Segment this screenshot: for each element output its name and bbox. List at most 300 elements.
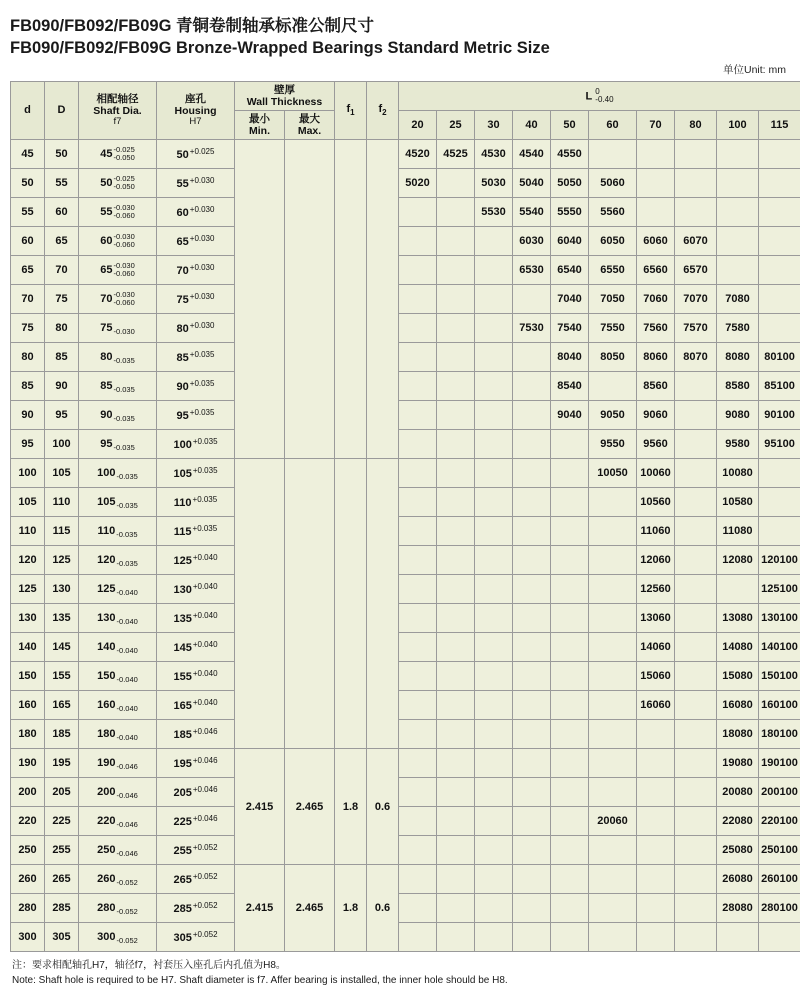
cell-d: 120 [11,546,45,575]
cell-L-80 [675,401,717,430]
cell-housing: 55+0.030 [157,169,235,198]
cell-D: 80 [45,314,79,343]
cell-L-40 [513,865,551,894]
cell-D: 90 [45,372,79,401]
cell-d: 80 [11,343,45,372]
cell-L-60 [589,633,637,662]
cell-L-25 [437,401,475,430]
cell-wall-min: 2.415 [235,865,285,952]
col-housing-en: Housing [174,105,217,118]
cell-L-80: 8070 [675,343,717,372]
cell-L-115 [759,517,800,546]
table-row [11,314,800,343]
cell-L-30 [475,604,513,633]
cell-L-40: 6030 [513,227,551,256]
col-L-50: 50 [551,111,589,140]
cell-L-30 [475,778,513,807]
cell-shaft-dia: 180 -0.040 [79,720,157,749]
cell-f1 [335,140,367,459]
cell-L-30 [475,836,513,865]
cell-L-50 [551,894,589,923]
cell-L-70 [637,894,675,923]
cell-L-20 [399,778,437,807]
cell-L-80 [675,459,717,488]
cell-L-70: 8060 [637,343,675,372]
cell-L-80: 6570 [675,256,717,285]
table-row [11,836,800,865]
cell-L-25 [437,720,475,749]
table-row [11,691,800,720]
cell-housing: 145+0.040 [157,633,235,662]
cell-D: 55 [45,169,79,198]
table-row [11,923,800,952]
cell-L-80 [675,894,717,923]
cell-d: 150 [11,662,45,691]
cell-L-115: 85100 [759,372,800,401]
cell-L-40: 6530 [513,256,551,285]
cell-L-60 [589,575,637,604]
cell-L-70: 11060 [637,517,675,546]
cell-shaft-dia: 60 -0.030 -0.060 [79,227,157,256]
cell-wall-max [285,459,335,749]
cell-housing: 115+0.035 [157,517,235,546]
cell-housing: 75+0.030 [157,285,235,314]
cell-L-100: 14080 [717,633,759,662]
cell-L-115 [759,314,800,343]
cell-L-50: 5550 [551,198,589,227]
cell-housing: 100+0.035 [157,430,235,459]
cell-L-60 [589,749,637,778]
cell-L-70 [637,198,675,227]
cell-L-70 [637,778,675,807]
col-shaft-dia-cn: 相配轴径 [96,92,139,105]
cell-L-100: 8080 [717,343,759,372]
cell-L-70: 7560 [637,314,675,343]
cell-L-40 [513,894,551,923]
cell-L-80 [675,430,717,459]
cell-f2 [367,459,399,749]
cell-L-25 [437,633,475,662]
cell-d: 50 [11,169,45,198]
cell-d: 260 [11,865,45,894]
cell-d: 60 [11,227,45,256]
cell-L-25 [437,662,475,691]
table-row [11,430,800,459]
col-L [399,82,800,111]
cell-housing: 225+0.046 [157,807,235,836]
cell-L-70: 9060 [637,401,675,430]
cell-L-30 [475,227,513,256]
col-housing [157,82,235,140]
cell-shaft-dia: 85 -0.035 [79,372,157,401]
cell-L-100 [717,169,759,198]
cell-shaft-dia: 130 -0.040 [79,604,157,633]
col-L-20: 20 [399,111,437,140]
cell-wall-max: 2.465 [285,749,335,865]
cell-L-30 [475,807,513,836]
cell-wall-max: 2.465 [285,865,335,952]
cell-d: 90 [11,401,45,430]
cell-L-60: 20060 [589,807,637,836]
cell-L-100 [717,140,759,169]
cell-d: 125 [11,575,45,604]
table-header [11,82,800,140]
notes-block [10,958,790,988]
cell-D: 195 [45,749,79,778]
cell-L-30 [475,430,513,459]
cell-wall-min: 2.415 [235,749,285,865]
cell-D: 125 [45,546,79,575]
cell-housing: 255+0.052 [157,836,235,865]
cell-L-20 [399,546,437,575]
cell-L-50 [551,430,589,459]
cell-L-25 [437,778,475,807]
table-row [11,604,800,633]
cell-L-100: 18080 [717,720,759,749]
note-cn: 注：要求相配轴孔H7，轴径f7，衬套压入座孔后内孔值为H8。 [12,960,286,971]
cell-L-80 [675,575,717,604]
table-row [11,488,800,517]
cell-L-70: 12060 [637,546,675,575]
cell-D: 60 [45,198,79,227]
cell-L-70: 16060 [637,691,675,720]
cell-L-100: 22080 [717,807,759,836]
cell-housing: 85+0.035 [157,343,235,372]
cell-L-25 [437,169,475,198]
cell-L-115 [759,227,800,256]
cell-L-20 [399,865,437,894]
cell-D: 105 [45,459,79,488]
cell-housing: 285+0.052 [157,894,235,923]
cell-d: 190 [11,749,45,778]
cell-L-60: 6050 [589,227,637,256]
cell-L-60: 7050 [589,285,637,314]
cell-D: 135 [45,604,79,633]
cell-d: 300 [11,923,45,952]
cell-L-25 [437,923,475,952]
cell-L-50 [551,633,589,662]
cell-L-40 [513,923,551,952]
cell-wall-min [235,459,285,749]
cell-L-30 [475,865,513,894]
cell-L-25 [437,546,475,575]
cell-housing: 155+0.040 [157,662,235,691]
cell-shaft-dia: 105 -0.035 [79,488,157,517]
col-wall-max-en: Max. [297,125,322,137]
cell-L-30 [475,923,513,952]
table-row [11,169,800,198]
col-housing-fit: H7 [189,116,202,128]
cell-L-40 [513,517,551,546]
cell-L-50 [551,604,589,633]
cell-L-80 [675,691,717,720]
cell-L-40 [513,401,551,430]
cell-L-50 [551,517,589,546]
cell-D: 110 [45,488,79,517]
cell-L-20 [399,923,437,952]
cell-L-60: 5560 [589,198,637,227]
cell-shaft-dia: 110 -0.035 [79,517,157,546]
cell-L-100: 10580 [717,488,759,517]
cell-L-60: 7550 [589,314,637,343]
cell-L-70 [637,720,675,749]
cell-L-60 [589,517,637,546]
cell-L-115 [759,169,800,198]
cell-housing: 305+0.052 [157,923,235,952]
page-title-cn: FB090/FB092/FB09G 青铜卷制轴承标准公制尺寸 [10,17,374,35]
cell-L-115 [759,459,800,488]
cell-L-100 [717,923,759,952]
cell-L-50 [551,662,589,691]
cell-L-100: 13080 [717,604,759,633]
cell-L-80 [675,720,717,749]
cell-L-80 [675,604,717,633]
cell-housing: 95+0.035 [157,401,235,430]
cell-L-50 [551,546,589,575]
cell-L-60: 5060 [589,169,637,198]
table-row [11,546,800,575]
col-wall-thickness [235,82,335,111]
cell-L-50: 6040 [551,227,589,256]
cell-f1: 1.8 [335,865,367,952]
cell-L-60: 9550 [589,430,637,459]
cell-L-20 [399,691,437,720]
note-en: Note: Shaft hole is required to be H7. Shaft diameter is f7. Affer bearing is installed, the inner hole should be H8. [12,975,508,986]
cell-L-100: 7080 [717,285,759,314]
cell-shaft-dia: 200 -0.046 [79,778,157,807]
cell-L-30 [475,517,513,546]
table-row [11,459,800,488]
table-row [11,575,800,604]
cell-L-40 [513,778,551,807]
col-L-80: 80 [675,111,717,140]
cell-L-115: 130100 [759,604,800,633]
cell-L-100: 8580 [717,372,759,401]
cell-L-30 [475,314,513,343]
cell-shaft-dia: 55 -0.030 -0.060 [79,198,157,227]
cell-L-70: 8560 [637,372,675,401]
cell-L-115 [759,256,800,285]
cell-L-70: 6060 [637,227,675,256]
cell-D: 85 [45,343,79,372]
cell-L-40 [513,459,551,488]
cell-L-115: 140100 [759,633,800,662]
cell-L-80: 7570 [675,314,717,343]
cell-f2: 0.6 [367,749,399,865]
cell-L-80 [675,169,717,198]
cell-L-40 [513,546,551,575]
table-row [11,894,800,923]
cell-d: 55 [11,198,45,227]
cell-D: 115 [45,517,79,546]
table-row [11,140,800,169]
cell-shaft-dia: 80 -0.035 [79,343,157,372]
cell-L-30: 5030 [475,169,513,198]
cell-housing: 60+0.030 [157,198,235,227]
cell-L-70: 12560 [637,575,675,604]
cell-L-50 [551,836,589,865]
cell-L-40 [513,575,551,604]
cell-shaft-dia: 300 -0.052 [79,923,157,952]
cell-L-25 [437,285,475,314]
table-row [11,198,800,227]
cell-L-60 [589,720,637,749]
cell-housing: 265+0.052 [157,865,235,894]
cell-L-25 [437,343,475,372]
cell-d: 105 [11,488,45,517]
cell-L-70: 15060 [637,662,675,691]
cell-D: 225 [45,807,79,836]
cell-L-30: 4530 [475,140,513,169]
cell-shaft-dia: 280 -0.052 [79,894,157,923]
cell-L-80 [675,140,717,169]
cell-L-80 [675,923,717,952]
cell-L-25 [437,256,475,285]
table-row [11,720,800,749]
cell-L-25 [437,836,475,865]
cell-L-100: 9580 [717,430,759,459]
cell-L-115: 190100 [759,749,800,778]
cell-L-50: 8040 [551,343,589,372]
cell-L-20 [399,488,437,517]
cell-housing: 70+0.030 [157,256,235,285]
cell-D: 185 [45,720,79,749]
cell-L-20 [399,343,437,372]
cell-L-40 [513,836,551,865]
cell-L-25 [437,459,475,488]
cell-shaft-dia: 70 -0.030 -0.060 [79,285,157,314]
cell-L-40 [513,691,551,720]
col-wall-max [285,111,335,140]
cell-L-70: 7060 [637,285,675,314]
cell-d: 65 [11,256,45,285]
cell-L-80 [675,662,717,691]
cell-L-70 [637,923,675,952]
cell-L-30 [475,575,513,604]
cell-L-20 [399,285,437,314]
cell-L-60 [589,923,637,952]
cell-D: 155 [45,662,79,691]
cell-L-60 [589,691,637,720]
cell-L-60: 9050 [589,401,637,430]
cell-L-80: 7070 [675,285,717,314]
table-row [11,633,800,662]
cell-d: 220 [11,807,45,836]
cell-shaft-dia: 75 -0.030 [79,314,157,343]
cell-d: 130 [11,604,45,633]
cell-L-70 [637,865,675,894]
cell-L-70 [637,140,675,169]
col-wall-min [235,111,285,140]
cell-housing: 105+0.035 [157,459,235,488]
cell-L-20 [399,256,437,285]
cell-L-25 [437,372,475,401]
cell-housing: 65+0.030 [157,227,235,256]
cell-L-40 [513,633,551,662]
cell-L-100 [717,227,759,256]
cell-L-115: 125100 [759,575,800,604]
cell-L-30 [475,633,513,662]
cell-L-80 [675,778,717,807]
cell-L-100: 28080 [717,894,759,923]
cell-L-25 [437,488,475,517]
cell-housing: 185+0.046 [157,720,235,749]
cell-L-40: 5540 [513,198,551,227]
table-body [11,140,800,952]
cell-shaft-dia: 45 -0.025 -0.050 [79,140,157,169]
cell-L-70: 10560 [637,488,675,517]
cell-d: 200 [11,778,45,807]
cell-L-50 [551,749,589,778]
cell-L-25 [437,517,475,546]
col-d: d [11,82,45,140]
col-wall-min-cn: 最小 [249,112,270,125]
cell-L-60 [589,546,637,575]
cell-shaft-dia: 250 -0.046 [79,836,157,865]
cell-L-20 [399,430,437,459]
cell-d: 250 [11,836,45,865]
cell-shaft-dia: 50 -0.025 -0.050 [79,169,157,198]
cell-L-20 [399,372,437,401]
cell-L-25 [437,430,475,459]
cell-L-50: 4550 [551,140,589,169]
cell-L-115 [759,285,800,314]
cell-L-115: 95100 [759,430,800,459]
cell-L-70 [637,807,675,836]
cell-L-25 [437,749,475,778]
cell-L-40: 4540 [513,140,551,169]
cell-L-30: 5530 [475,198,513,227]
cell-housing: 205+0.046 [157,778,235,807]
cell-L-50 [551,459,589,488]
col-shaft-dia-fit: f7 [113,116,122,128]
cell-L-115: 160100 [759,691,800,720]
cell-L-115: 220100 [759,807,800,836]
col-wall-min-en: Min. [249,125,270,137]
cell-f1 [335,459,367,749]
cell-L-70 [637,749,675,778]
cell-L-30 [475,720,513,749]
cell-f2 [367,140,399,459]
cell-L-25 [437,865,475,894]
cell-shaft-dia: 160 -0.040 [79,691,157,720]
cell-L-40: 5040 [513,169,551,198]
cell-L-20: 5020 [399,169,437,198]
cell-L-50 [551,488,589,517]
cell-L-50 [551,807,589,836]
cell-L-115: 180100 [759,720,800,749]
cell-housing: 135+0.040 [157,604,235,633]
cell-L-30 [475,285,513,314]
cell-d: 110 [11,517,45,546]
cell-L-20 [399,807,437,836]
cell-L-100: 19080 [717,749,759,778]
cell-L-80 [675,372,717,401]
cell-D: 75 [45,285,79,314]
cell-L-25 [437,227,475,256]
cell-L-40 [513,662,551,691]
cell-L-25: 4525 [437,140,475,169]
cell-L-60 [589,140,637,169]
cell-L-30 [475,662,513,691]
cell-L-60 [589,372,637,401]
cell-L-100 [717,198,759,227]
cell-L-100: 25080 [717,836,759,865]
cell-L-60 [589,488,637,517]
cell-L-70: 14060 [637,633,675,662]
cell-L-60 [589,662,637,691]
cell-d: 100 [11,459,45,488]
